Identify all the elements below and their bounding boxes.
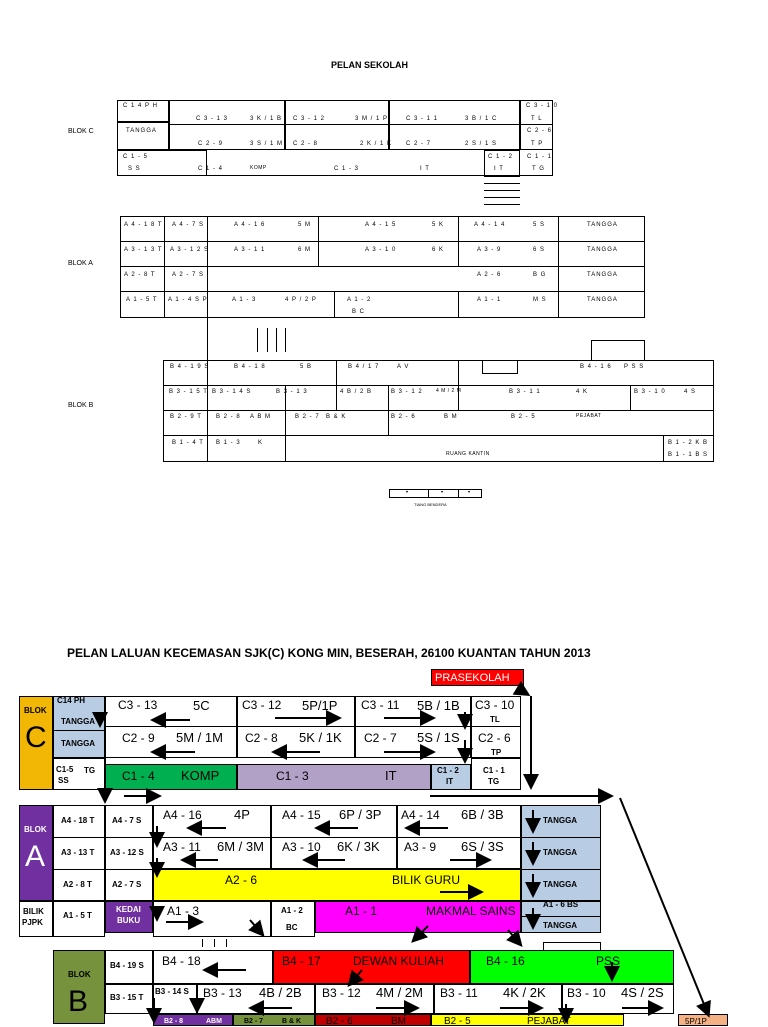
a2-buku: BUKU xyxy=(117,916,141,925)
b312: B 3 - 1 2 xyxy=(391,389,423,395)
a2-a415: A4 - 15 xyxy=(282,808,321,822)
c312: C 3 - 1 2 xyxy=(293,116,326,122)
c2-c27v: 5S / 1S xyxy=(417,730,460,745)
a2-a13: A1 - 3 xyxy=(167,904,200,918)
c29v: 3 S / 1 M xyxy=(250,141,284,147)
b2-b416: B4 - 16 xyxy=(486,954,525,968)
a-tangga-3: TANGGA xyxy=(587,272,618,278)
a416: A 4 - 1 6 xyxy=(234,222,266,228)
b29: B 2 - 9 T xyxy=(170,414,202,420)
c2-tangga2: TANGGA xyxy=(61,739,96,748)
a2-a416v: 4P xyxy=(234,807,250,822)
a2-a416: A4 - 16 xyxy=(163,808,202,822)
blok-b-label: BLOK B xyxy=(68,402,94,409)
b25: B 2 - 5 xyxy=(511,414,536,420)
c28v: 2 K / 1 K xyxy=(360,141,393,147)
b311: B 3 - 1 1 xyxy=(509,389,541,395)
a2-a26: A2 - 6 xyxy=(225,873,258,887)
a415: A 4 - 1 5 xyxy=(365,222,397,228)
c2-tg: TG xyxy=(84,766,96,775)
c2-c310v: TL xyxy=(490,715,500,724)
blok-a-label: BLOK A xyxy=(68,260,93,267)
tangga: TANGGA xyxy=(126,128,157,134)
c2-tangga1: TANGGA xyxy=(61,717,96,726)
c2-c26v: TP xyxy=(491,748,502,757)
b310v: 4 S xyxy=(684,389,697,395)
a26: A 2 - 6 xyxy=(477,272,502,278)
a418: A 4 - 1 8 T xyxy=(124,222,163,228)
a2-a313: A3 - 13 T xyxy=(61,848,95,857)
b2-b28: B2 - 8 xyxy=(164,1018,184,1025)
b26v: B M xyxy=(444,414,458,420)
a-tangga-4: TANGGA xyxy=(587,297,618,303)
a39v: 6 S xyxy=(533,247,546,253)
a2-pjpk: PJPK xyxy=(22,918,43,927)
c2-c312: C3 - 12 xyxy=(242,698,282,712)
b2-b418: B4 - 18 xyxy=(162,954,201,968)
a2-a12: A1 - 2 xyxy=(281,906,303,915)
b11: B 1 - 1 B S xyxy=(668,452,709,458)
c2-c12v: IT xyxy=(446,777,454,786)
c2-c28: C2 - 8 xyxy=(245,731,278,745)
c2-c29: C2 - 9 xyxy=(122,731,155,745)
c311v: 3 B / 1 C xyxy=(465,116,498,122)
a2-kedai: KEDAI xyxy=(116,905,141,914)
c26v: T P xyxy=(531,141,544,147)
c313: C 3 - 1 3 xyxy=(196,116,229,122)
b2-b28v: ABM xyxy=(206,1018,222,1025)
b313v: 4 B / 2 B xyxy=(340,389,373,395)
c2-c13v: IT xyxy=(385,768,397,783)
a2-tangga3: TANGGA xyxy=(543,880,578,889)
c310: C 3 - 1 0 xyxy=(526,103,559,109)
b310: B 3 - 1 0 xyxy=(634,389,666,395)
arrow-a16 xyxy=(508,930,520,944)
b12: B 1 - 2 K B xyxy=(668,440,709,446)
b13: B 1 - 3 xyxy=(216,440,241,446)
a2-bilik: BILIK xyxy=(23,907,44,916)
b2-b26: B2 - 6 xyxy=(326,1016,353,1027)
arrow-praseko xyxy=(517,688,527,694)
c2-c27: C2 - 7 xyxy=(364,731,397,745)
a310v: 6 K xyxy=(432,247,445,253)
a2-a415v: 6P / 3P xyxy=(339,807,382,822)
a2-tangga2: TANGGA xyxy=(543,848,578,857)
a11: A 1 - 1 xyxy=(477,297,502,303)
flag-label: TIANG BENDERA xyxy=(414,502,447,507)
b2-b26v: BM xyxy=(391,1016,406,1027)
a2-a311v: 6M / 3M xyxy=(217,839,264,854)
c2-c312v: 5P/1P xyxy=(302,698,338,713)
page2-title: PELAN LALUAN KECEMASAN SJK(C) KONG MIN, BESERAH, 26100 KUANTAN TAHUN 2013 xyxy=(67,646,591,660)
a415v: 5 K xyxy=(432,222,445,228)
a12v: B C xyxy=(352,309,366,315)
a2-a47: A4 - 7 S xyxy=(112,816,142,825)
c12: C 1 - 2 xyxy=(488,154,514,160)
c311: C 3 - 1 1 xyxy=(406,116,439,122)
a313: A 3 - 1 3 T xyxy=(124,247,163,253)
b2-b310: B3 - 10 xyxy=(567,986,606,1000)
b2-b312v: 4M / 2M xyxy=(376,985,423,1000)
a-tangga-1: TANGGA xyxy=(587,222,618,228)
c14: C 1 - 4 xyxy=(198,166,224,172)
a2-a312: A3 - 12 S xyxy=(110,848,144,857)
c2-c12: C1 - 2 xyxy=(437,766,459,775)
prasekolah: PRASEKOLAH xyxy=(435,672,510,684)
a2-a39v: 6S / 3S xyxy=(461,839,504,854)
b2-side: 5P/1P xyxy=(685,1017,707,1026)
c2-c13: C1 - 3 xyxy=(276,769,309,783)
a2-a310v: 6K / 3K xyxy=(337,839,380,854)
a2-tangga4: TANGGA xyxy=(543,921,578,930)
b311v: 4 K xyxy=(576,389,589,395)
a414: A 4 - 1 4 xyxy=(474,222,506,228)
a2-a311: A3 - 11 xyxy=(163,840,201,854)
a39: A 3 - 9 xyxy=(477,247,502,253)
b27: B 2 - 7 xyxy=(295,414,320,420)
c2-c15: C1-5 xyxy=(56,765,74,774)
a2-a12v: BC xyxy=(286,923,298,932)
a2-tangga1: TANGGA xyxy=(543,816,578,825)
a312: A 3 - 1 2 S xyxy=(170,247,210,253)
b26: B 2 - 6 xyxy=(391,414,416,420)
c2-c311v: 5B / 1B xyxy=(417,698,460,713)
arrow-diagonal xyxy=(620,798,708,1014)
b27v: B & K xyxy=(326,414,347,420)
b28: B 2 - 8 xyxy=(216,414,241,420)
b416v: P S S xyxy=(624,364,645,370)
c28: C 2 - 8 xyxy=(293,141,319,147)
c2-c11v: TG xyxy=(488,777,500,786)
c26: C 2 - 6 xyxy=(527,128,553,134)
b2-b419: B4 - 19 S xyxy=(110,961,144,970)
a13: A 1 - 3 xyxy=(232,297,257,303)
b418: B 4 - 1 8 xyxy=(234,364,266,370)
b417v: A V xyxy=(397,364,410,370)
ruang-kantin: RUANG KANTIN xyxy=(446,451,490,457)
a2-a27: A2 - 7 S xyxy=(112,880,142,889)
c13: C 1 - 3 xyxy=(334,166,360,172)
b418v: 5 B xyxy=(300,364,313,370)
c11v: T G xyxy=(532,166,545,172)
b2-b27v: B & K xyxy=(282,1018,302,1025)
c2-c313v: 5C xyxy=(193,698,210,713)
b2-b27: B2 - 7 xyxy=(244,1018,264,1025)
c2-c310: C3 - 10 xyxy=(475,698,515,712)
blok-b-letter: B xyxy=(68,985,89,1018)
b417: B 4 / 1 7 xyxy=(348,364,380,370)
a311v: 6 M xyxy=(298,247,312,253)
b13v: K xyxy=(258,440,264,446)
flag-dot-2: • xyxy=(441,490,444,496)
a26v: B G xyxy=(533,272,547,278)
b2-b311v: 4K / 2K xyxy=(503,985,546,1000)
c2-c313: C3 - 13 xyxy=(118,698,158,712)
c2-c26: C2 - 6 xyxy=(478,731,511,745)
c2-c15v: SS xyxy=(58,776,69,785)
c27: C 2 - 7 xyxy=(406,141,432,147)
arrow-b417 xyxy=(350,970,362,984)
arrow-a13-b xyxy=(250,920,262,934)
b2-b416v: PSS xyxy=(596,954,621,968)
page1-title: PELAN SEKOLAH xyxy=(331,60,409,70)
b28v: A B M xyxy=(250,414,272,420)
c2-c14ph: C14 PH xyxy=(57,696,86,705)
c312v: 3 M / 1 P xyxy=(355,116,389,122)
c27v: 2 S / 1 S xyxy=(465,141,498,147)
a-tangga-2: TANGGA xyxy=(587,247,618,253)
c14v: KOMP xyxy=(250,165,267,171)
c29: C 2 - 9 xyxy=(198,141,224,147)
c12v: I T xyxy=(494,166,504,172)
a2-a11: A1 - 1 xyxy=(345,904,378,918)
a14: A 1 - 4 S P xyxy=(168,297,208,303)
a2-a15: A1 - 5 T xyxy=(63,911,92,920)
a311: A 3 - 1 1 xyxy=(234,247,266,253)
c14ph: C 1 4 P H xyxy=(123,103,158,109)
arrow-a11 xyxy=(414,926,428,940)
a310: A 3 - 1 0 xyxy=(365,247,397,253)
c2-c28v: 5K / 1K xyxy=(299,730,342,745)
b2-b315: B3 - 15 T xyxy=(110,993,144,1002)
c313v: 3 K / 1 B xyxy=(250,116,283,122)
a13v: 4 P / 2 P xyxy=(285,297,317,303)
flag-dot-1: • xyxy=(406,490,409,496)
a2-a414: A4 - 14 xyxy=(401,808,440,822)
c310v: T L xyxy=(531,116,543,122)
b2-b417: B4 - 17 xyxy=(282,954,321,968)
blok-c-label: BLOK C xyxy=(68,128,94,135)
b2-b25v: PEJABAT xyxy=(527,1016,571,1027)
a28: A 2 - 8 T xyxy=(124,272,156,278)
b315: B 3 - 1 5 T xyxy=(169,389,208,395)
b14: B 1 - 4 T xyxy=(172,440,204,446)
b419: B 4 - 1 9 S xyxy=(170,364,210,370)
b2-b311: B3 - 11 xyxy=(440,986,478,1000)
b2-b313v: 4B / 2B xyxy=(259,985,302,1000)
a27: A 2 - 7 S xyxy=(172,272,205,278)
blok-c-letter: C xyxy=(25,721,47,754)
a12: A 1 - 2 xyxy=(347,297,372,303)
c2-c311: C3 - 11 xyxy=(361,698,400,712)
b2-b313: B3 - 13 xyxy=(203,986,242,1000)
a416v: 5 M xyxy=(298,222,312,228)
b312v: 4 M / 2 M xyxy=(436,388,462,394)
b25v: PEJABAT xyxy=(576,413,602,419)
a2-a414v: 6B / 3B xyxy=(461,807,504,822)
a11v: M S xyxy=(533,297,547,303)
a47: A 4 - 7 S xyxy=(172,222,205,228)
b416: B 4 - 1 6 xyxy=(580,364,612,370)
b2-b314: B3 - 14 S xyxy=(155,987,189,996)
flag-dot-3: • xyxy=(468,490,471,496)
b2-b312: B3 - 12 xyxy=(322,986,361,1000)
a2-a418: A4 - 18 T xyxy=(61,816,95,825)
c2-c14: C1 - 4 xyxy=(122,769,155,783)
c2-c14v: KOMP xyxy=(181,768,220,783)
blok-a-word: BLOK xyxy=(24,825,47,834)
b313: B 3 - 1 3 xyxy=(276,389,308,395)
c2-c11: C1 - 1 xyxy=(483,766,505,775)
c15: C 1 - 5 xyxy=(123,154,149,160)
blok-a-letter: A xyxy=(25,840,46,873)
blok-b-word: BLOK xyxy=(68,970,91,979)
a2-a28: A2 - 8 T xyxy=(63,880,92,889)
a414v: 5 S xyxy=(533,222,546,228)
c11: C 1 - 1 xyxy=(527,154,553,160)
a2-a39: A3 - 9 xyxy=(404,840,437,854)
b2-b25: B2 - 5 xyxy=(444,1016,471,1027)
b2-b310v: 4S / 2S xyxy=(621,985,664,1000)
blok-c-word: BLOK xyxy=(24,706,47,715)
b314: B 3 - 1 4 S xyxy=(212,389,252,395)
a2-a11v: MAKMAL SAINS xyxy=(426,904,516,918)
c13v: I T xyxy=(420,166,430,172)
a2-a26v: BILIK GURU xyxy=(392,873,461,887)
a15: A 1 - 5 T xyxy=(126,297,158,303)
a2-a16: A1 - 6 BS xyxy=(543,900,579,909)
b2-b417v: DEWAN KULIAH xyxy=(353,954,444,968)
c2-c29v: 5M / 1M xyxy=(176,730,223,745)
a2-a310: A3 - 10 xyxy=(282,840,321,854)
c15v: S S xyxy=(128,166,141,172)
